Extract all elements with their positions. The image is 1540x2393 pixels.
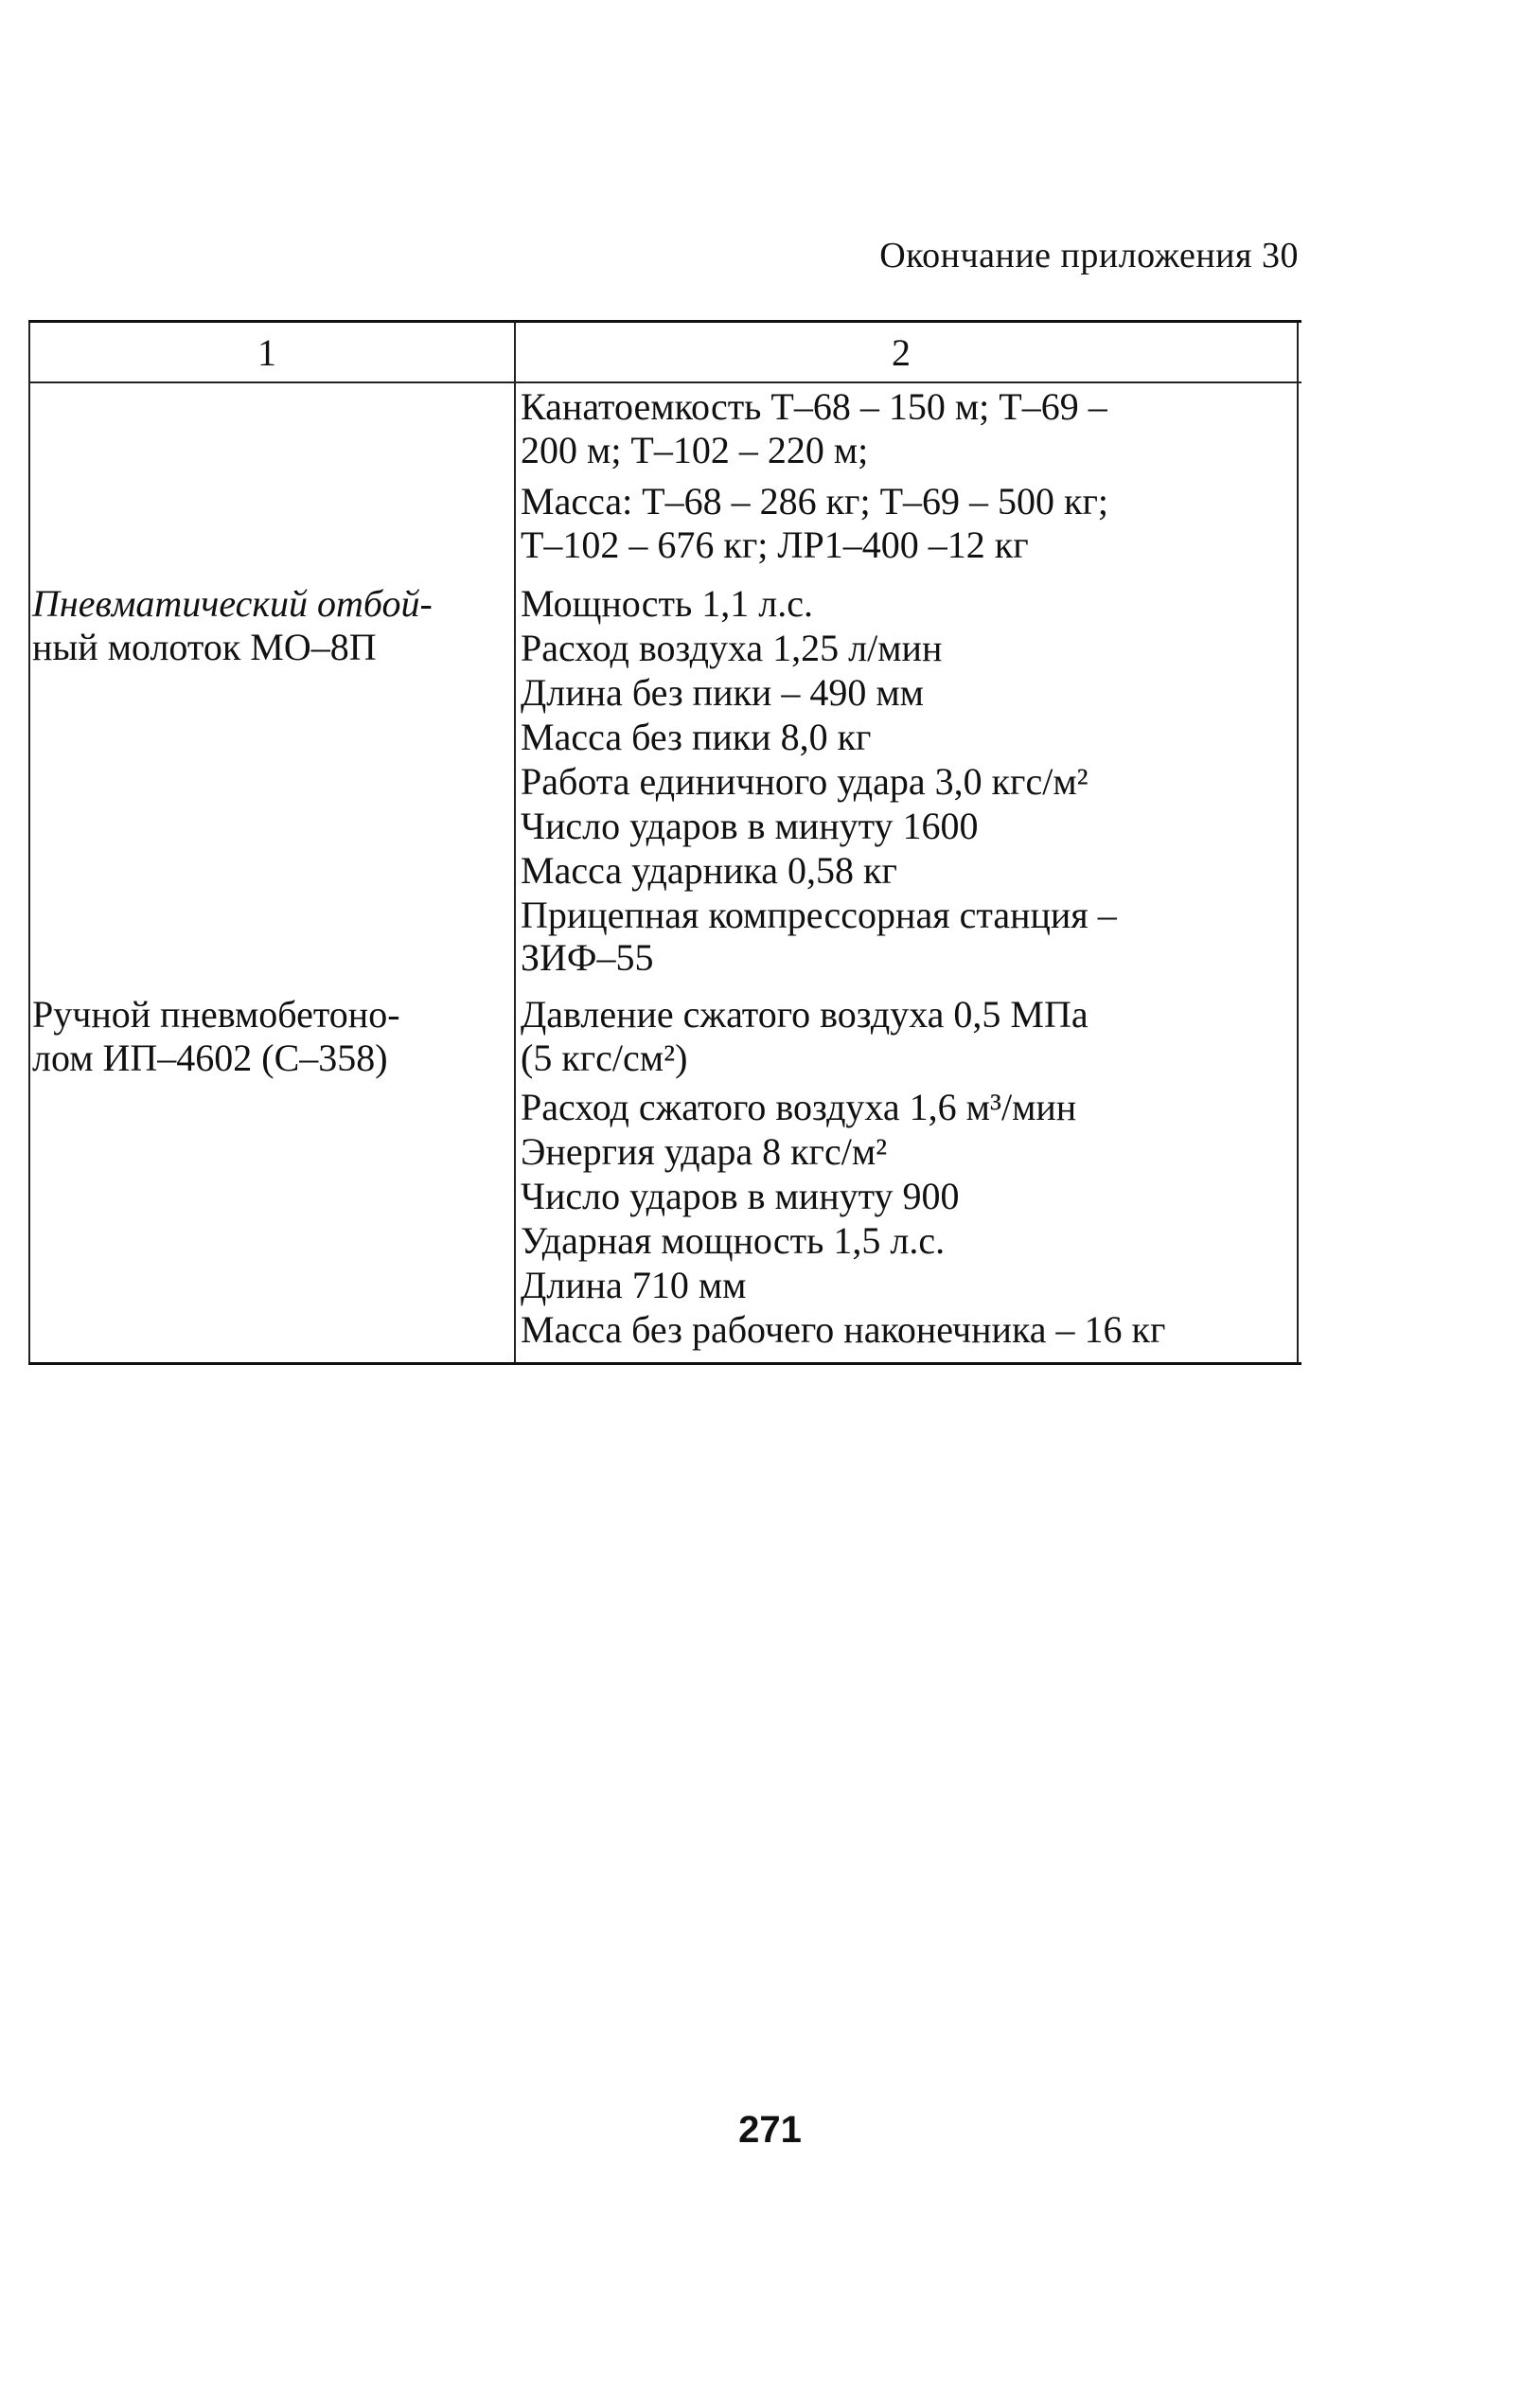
table-left-border [28,323,30,1362]
table-right-border [1297,323,1299,1362]
spec-line: Число ударов в минуту 1600 [521,805,979,847]
spec-line: Расход сжатого воздуха 1,6 м³/мин [521,1086,1077,1128]
spec-line: Ударная мощность 1,5 л.с. [521,1219,946,1262]
spec-table [28,320,1301,1365]
header-divider [28,381,1301,383]
spec-line: Давление сжатого воздуха 0,5 МПа [521,993,1089,1036]
spec-line: Работа единичного удара 3,0 кгс/м² [521,760,1089,803]
spec-line: Масса ударника 0,58 кг [521,849,897,892]
top-spec-line: Канатоемкость Т–68 – 150 м; Т–69 – [521,385,1107,428]
equipment-name-line: Ручной пневмобетоно- [32,993,400,1036]
equipment-name-line: лом ИП–4602 (С–358) [32,1037,388,1079]
top-spec-line: Масса: Т–68 – 286 кг; Т–69 – 500 кг; [521,480,1108,523]
spec-line: Мощность 1,1 л.с. [521,582,813,625]
top-spec-line: Т–102 – 676 кг; ЛР1–400 –12 кг [521,523,1029,566]
equipment-name-line: ный молоток МО–8П [32,626,377,668]
table-caption: Окончание приложения 30 [879,236,1299,275]
spec-line: Масса без пики 8,0 кг [521,716,872,758]
spec-line: ЗИФ–55 [521,936,654,979]
equipment-name-line: Пневматический отбой- [32,582,433,625]
spec-line: Прицепная компрессорная станция – [521,894,1117,936]
spec-line: Масса без рабочего наконечника – 16 кг [521,1308,1166,1351]
spec-line: Расход воздуха 1,25 л/мин [521,627,943,669]
column-header-2: 2 [892,331,911,374]
spec-line: Энергия удара 8 кгс/м² [521,1130,888,1173]
column-divider [514,323,516,1362]
spec-line: Длина без пики – 490 мм [521,671,924,714]
top-spec-line: 200 м; Т–102 – 220 м; [521,429,869,471]
spec-line: Длина 710 мм [521,1264,747,1306]
column-header-1: 1 [257,331,276,374]
spec-line: (5 кгс/см²) [521,1037,688,1079]
page-number: 271 [738,2109,802,2151]
spec-line: Число ударов в минуту 900 [521,1175,960,1217]
